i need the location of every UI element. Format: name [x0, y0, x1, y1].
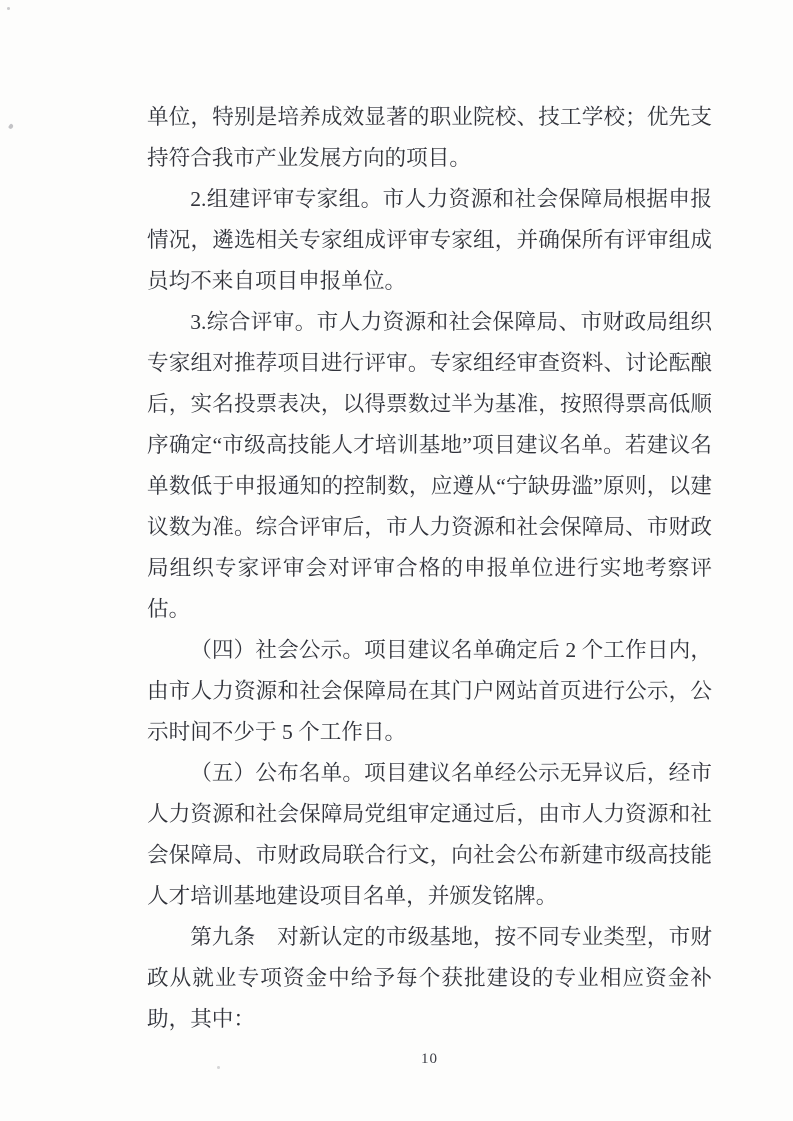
paragraph-list	[147, 97, 712, 1040]
paragraph: 第九条 对新认定的市级基地，按不同专业类型，市财政从就业专项资金中给予每个获批建设的专业相应资金补助，其中：	[147, 925, 712, 1031]
scan-speck	[8, 123, 14, 129]
paragraph: 单位，特别是培养成效显著的职业院校、技工学校；优先支持符合我市产业发展方向的项目。	[147, 105, 712, 170]
paragraph: 3.综合评审。市人力资源和社会保障局、市财政局组织专家组对推荐项目进行评审。专家组经审查资料、讨论酝酿后，实名投票表决，以得票数过半为基准，按照得票高低顺序确定“市级高技能人才培训基地”项目建议名单。若建议名单数低于申报通知的控制数，应遵从“宁缺毋滥”原则，以建议数为准。综合评审后，市人力资源和社会保障局、市财政局组织专家评审会对评审合格的申报单位进行实地考察评估。	[147, 310, 712, 621]
scan-speck	[7, 7, 10, 10]
page-number: 10	[421, 1051, 438, 1067]
document-body	[147, 97, 712, 1069]
paragraph: （四）社会公示。项目建议名单确定后 2 个工作日内，由市人力资源和社会保障局在其门户网站首页进行公示，公示时间不少于 5 个工作日。	[147, 638, 712, 744]
paragraph: （五）公布名单。项目建议名单经公示无异议后，经市人力资源和社会保障局党组审定通过后，由市人力资源和社会保障局、市财政局联合行文，向社会公布新建市级高技能人才培训基地建设项目名单，并颁发铭牌。	[147, 761, 712, 908]
paragraph: 2.组建评审专家组。市人力资源和社会保障局根据申报情况，遴选相关专家组成评审专家组，并确保所有评审组成员均不来自项目申报单位。	[147, 187, 712, 293]
